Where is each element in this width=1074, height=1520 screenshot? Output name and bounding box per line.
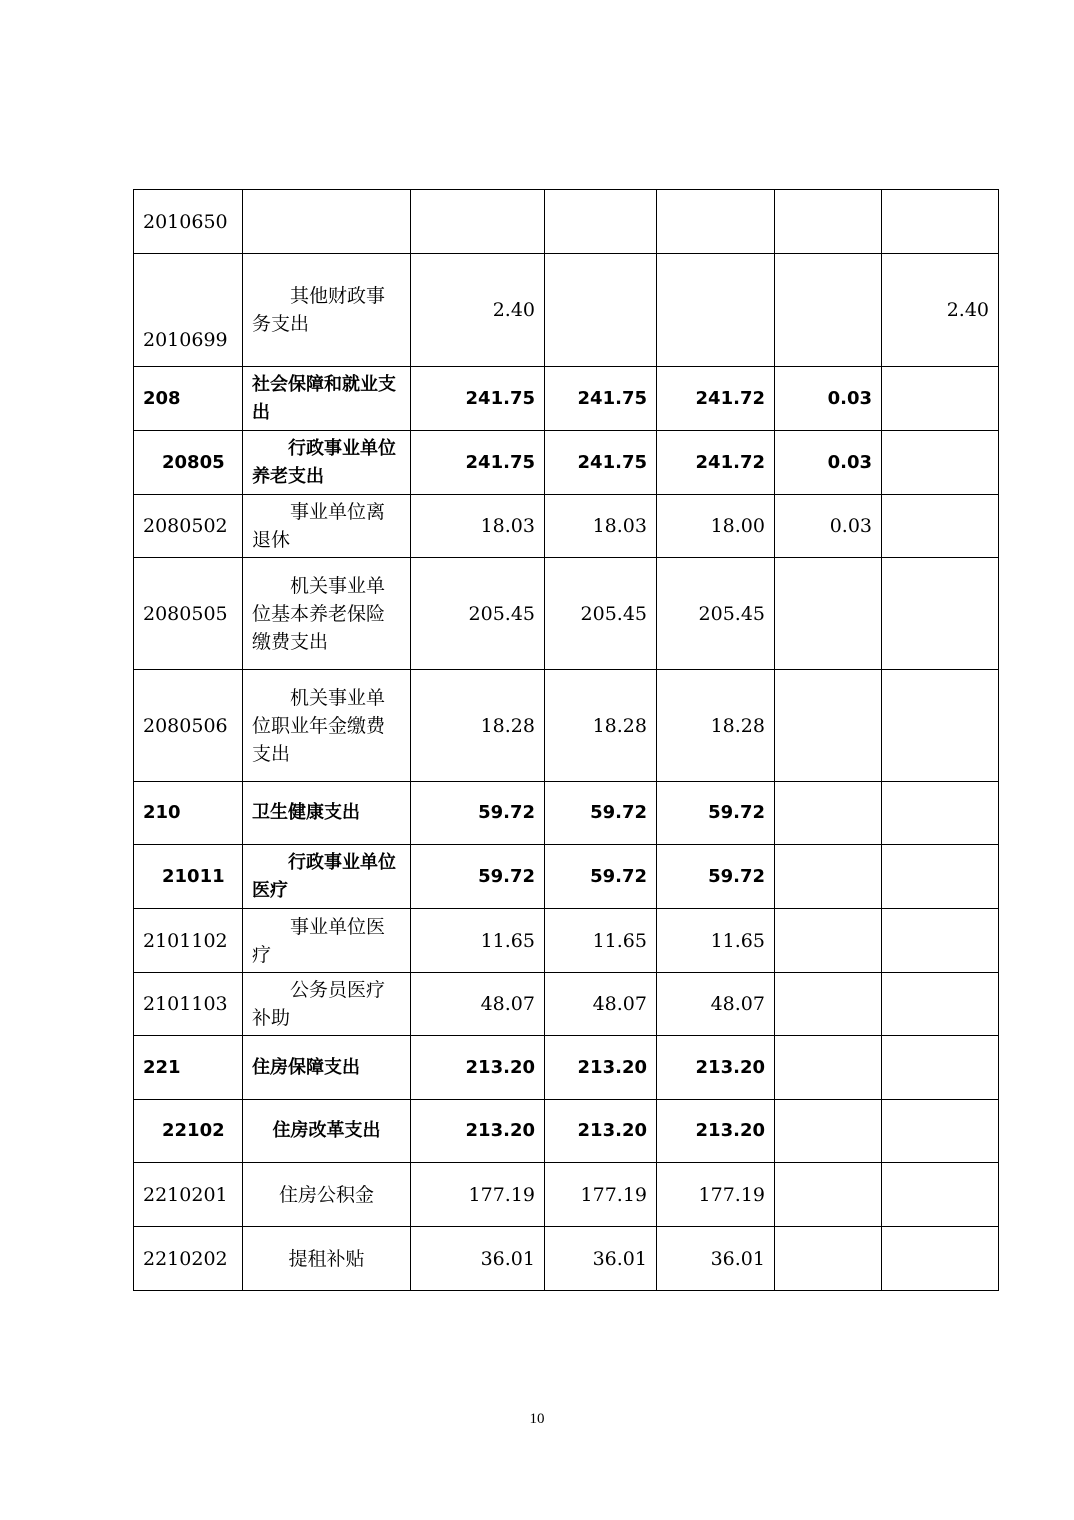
row-value bbox=[775, 1163, 882, 1227]
table-row bbox=[134, 670, 999, 782]
row-value: 213.20 bbox=[411, 1036, 545, 1100]
row-value: 59.72 bbox=[657, 782, 775, 845]
row-value: 48.07 bbox=[411, 973, 545, 1036]
row-value bbox=[411, 190, 545, 254]
row-value: 18.28 bbox=[545, 670, 657, 782]
row-value: 241.75 bbox=[411, 431, 545, 495]
row-value bbox=[882, 495, 999, 558]
row-value: 11.65 bbox=[545, 909, 657, 973]
row-value: 205.45 bbox=[411, 558, 545, 670]
row-value: 241.75 bbox=[411, 367, 545, 431]
row-value: 213.20 bbox=[657, 1036, 775, 1100]
row-value: 177.19 bbox=[657, 1163, 775, 1227]
row-value bbox=[775, 558, 882, 670]
row-code: 2010699 bbox=[134, 254, 243, 367]
row-value: 241.72 bbox=[657, 367, 775, 431]
row-code: 2210201 bbox=[134, 1163, 243, 1227]
row-value: 205.45 bbox=[545, 558, 657, 670]
row-name: 提租补贴 bbox=[243, 1227, 411, 1291]
row-value: 18.00 bbox=[657, 495, 775, 558]
row-value: 213.20 bbox=[545, 1100, 657, 1163]
row-name: 其他财政事务支出 bbox=[243, 254, 411, 367]
table-row bbox=[134, 495, 999, 558]
row-value: 241.75 bbox=[545, 367, 657, 431]
row-value bbox=[882, 782, 999, 845]
row-value bbox=[775, 909, 882, 973]
row-value: 18.28 bbox=[411, 670, 545, 782]
table-row bbox=[134, 845, 999, 909]
table-row bbox=[134, 782, 999, 845]
row-value: 205.45 bbox=[657, 558, 775, 670]
row-value bbox=[545, 190, 657, 254]
row-value: 59.72 bbox=[411, 845, 545, 909]
row-value: 241.72 bbox=[657, 431, 775, 495]
row-name: 行政事业单位养老支出 bbox=[243, 431, 411, 495]
row-name: 机关事业单位基本养老保险缴费支出 bbox=[243, 558, 411, 670]
row-value bbox=[775, 190, 882, 254]
row-code: 22102 bbox=[134, 1100, 243, 1163]
row-value: 2.40 bbox=[882, 254, 999, 367]
row-value: 18.28 bbox=[657, 670, 775, 782]
row-value bbox=[775, 1100, 882, 1163]
row-value: 241.75 bbox=[545, 431, 657, 495]
row-value bbox=[882, 1227, 999, 1291]
row-value: 59.72 bbox=[657, 845, 775, 909]
row-name: 住房公积金 bbox=[243, 1163, 411, 1227]
table-row bbox=[134, 1100, 999, 1163]
row-value: 213.20 bbox=[545, 1036, 657, 1100]
row-value: 48.07 bbox=[545, 973, 657, 1036]
row-value bbox=[882, 190, 999, 254]
row-code: 208 bbox=[134, 367, 243, 431]
row-name: 公务员医疗补助 bbox=[243, 973, 411, 1036]
row-value bbox=[882, 431, 999, 495]
row-value: 18.03 bbox=[411, 495, 545, 558]
table-row bbox=[134, 1163, 999, 1227]
row-name bbox=[243, 190, 411, 254]
row-code: 21011 bbox=[134, 845, 243, 909]
row-value: 18.03 bbox=[545, 495, 657, 558]
row-code: 2101103 bbox=[134, 973, 243, 1036]
row-value bbox=[775, 254, 882, 367]
row-code: 2101102 bbox=[134, 909, 243, 973]
row-value bbox=[882, 909, 999, 973]
row-value: 59.72 bbox=[411, 782, 545, 845]
table-row bbox=[134, 190, 999, 254]
row-code: 2210202 bbox=[134, 1227, 243, 1291]
table-row bbox=[134, 973, 999, 1036]
table-row bbox=[134, 431, 999, 495]
row-value bbox=[882, 1036, 999, 1100]
row-value bbox=[882, 1163, 999, 1227]
row-name: 行政事业单位医疗 bbox=[243, 845, 411, 909]
row-value: 2.40 bbox=[411, 254, 545, 367]
row-name: 事业单位医疗 bbox=[243, 909, 411, 973]
row-value bbox=[657, 190, 775, 254]
row-value bbox=[775, 670, 882, 782]
row-name: 社会保障和就业支出 bbox=[243, 367, 411, 431]
row-value bbox=[882, 558, 999, 670]
row-value: 213.20 bbox=[411, 1100, 545, 1163]
row-value bbox=[775, 782, 882, 845]
row-value: 0.03 bbox=[775, 431, 882, 495]
row-code: 210 bbox=[134, 782, 243, 845]
row-name: 事业单位离退休 bbox=[243, 495, 411, 558]
row-value: 48.07 bbox=[657, 973, 775, 1036]
row-code: 2010650 bbox=[134, 190, 243, 254]
row-value: 11.65 bbox=[657, 909, 775, 973]
table-row bbox=[134, 1036, 999, 1100]
row-value: 0.03 bbox=[775, 367, 882, 431]
row-value: 36.01 bbox=[545, 1227, 657, 1291]
row-value bbox=[775, 845, 882, 909]
row-value bbox=[882, 973, 999, 1036]
table-row bbox=[134, 909, 999, 973]
row-code: 2080506 bbox=[134, 670, 243, 782]
table-row bbox=[134, 1227, 999, 1291]
row-code: 20805 bbox=[134, 431, 243, 495]
row-name: 住房保障支出 bbox=[243, 1036, 411, 1100]
row-value bbox=[882, 845, 999, 909]
row-name: 卫生健康支出 bbox=[243, 782, 411, 845]
row-name: 住房改革支出 bbox=[243, 1100, 411, 1163]
row-value bbox=[775, 1036, 882, 1100]
row-value: 36.01 bbox=[657, 1227, 775, 1291]
row-code: 221 bbox=[134, 1036, 243, 1100]
row-value: 11.65 bbox=[411, 909, 545, 973]
row-code: 2080502 bbox=[134, 495, 243, 558]
row-value bbox=[775, 1227, 882, 1291]
row-value bbox=[545, 254, 657, 367]
table-row bbox=[134, 367, 999, 431]
page-number: 10 bbox=[529, 1411, 545, 1427]
row-value bbox=[882, 367, 999, 431]
row-value: 59.72 bbox=[545, 782, 657, 845]
row-name: 机关事业单位职业年金缴费支出 bbox=[243, 670, 411, 782]
row-value: 177.19 bbox=[545, 1163, 657, 1227]
row-code: 2080505 bbox=[134, 558, 243, 670]
row-value bbox=[775, 973, 882, 1036]
row-value: 177.19 bbox=[411, 1163, 545, 1227]
table-row bbox=[134, 558, 999, 670]
table-row bbox=[134, 254, 999, 367]
row-value: 213.20 bbox=[657, 1100, 775, 1163]
row-value: 36.01 bbox=[411, 1227, 545, 1291]
row-value bbox=[882, 670, 999, 782]
row-value bbox=[882, 1100, 999, 1163]
row-value: 59.72 bbox=[545, 845, 657, 909]
row-value bbox=[657, 254, 775, 367]
row-value: 0.03 bbox=[775, 495, 882, 558]
budget-table bbox=[133, 189, 999, 1291]
